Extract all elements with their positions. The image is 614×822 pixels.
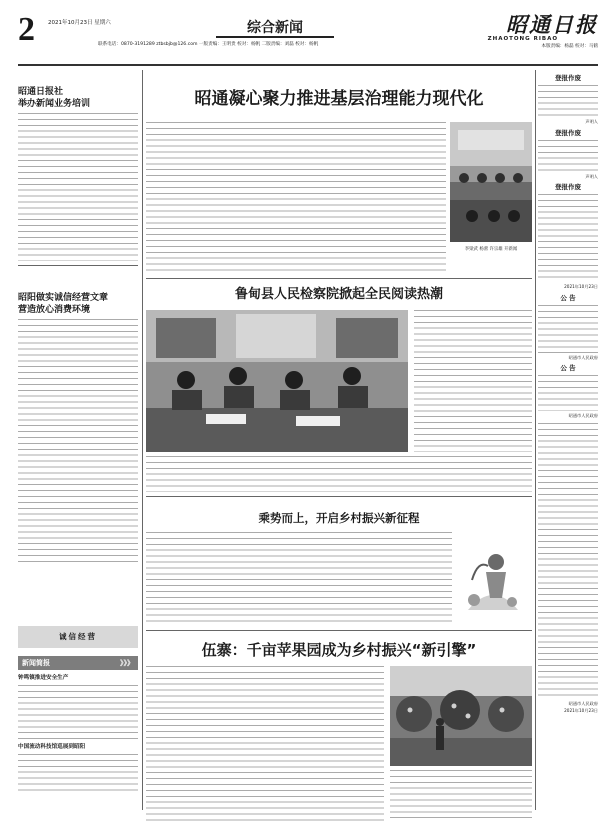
article-2-body [146, 456, 532, 492]
brief-label: 新闻简报 [22, 659, 50, 667]
chevron-right-icon: 》》》 [120, 659, 134, 667]
notice-sign: 声明人 [585, 119, 598, 124]
article-4-body [146, 666, 384, 822]
left-article1-body [18, 113, 138, 261]
article-1-photo [450, 122, 532, 242]
notice-title: 公 告 [560, 293, 576, 302]
column-rule-right [535, 70, 536, 810]
article-3-illustration [458, 540, 528, 622]
left-column [18, 70, 138, 565]
left-article2-head2: 营造放心消费环境 [18, 305, 91, 315]
notice-sign: 昭通市人民政府 [568, 354, 598, 360]
divider [18, 265, 138, 266]
brief-header [18, 656, 138, 670]
divider [146, 278, 532, 279]
notice-sign: 2021年10月23日 [564, 284, 598, 289]
masthead [428, 12, 598, 56]
left-article2-body [18, 319, 138, 565]
article-2-body-right [414, 310, 532, 452]
notice-body [538, 85, 598, 117]
headline-3: 乘势而上，开启乡村振兴新征程 [258, 511, 420, 525]
column-rule-left [142, 70, 143, 810]
notice-title: 登报作废 [555, 183, 581, 191]
notice-sign: 声明人 [585, 173, 598, 179]
brief-item2-title: 中国流动科技馆巡展到昭阳 [18, 744, 86, 750]
apple-orchard-image [390, 666, 532, 766]
footer-date: 2021年10月23日 [564, 708, 598, 714]
notice-list [538, 423, 598, 699]
article-1-body [146, 122, 446, 272]
masthead-title: 昭通日报 [506, 12, 598, 37]
farmer-illustration-icon [458, 540, 528, 622]
article-4-photo [390, 666, 532, 766]
news-brief [18, 656, 138, 794]
notice-title: 登报作废 [555, 74, 581, 82]
notice-body [538, 194, 598, 282]
divider [146, 630, 532, 631]
left-article1-head1: 昭通日报社 [18, 87, 64, 97]
article-4-body-right [390, 770, 532, 822]
photo-credit-1: 李梁武 杨蕾 许宗雄 开新闻 [464, 247, 518, 252]
edition-title: 综合新闻 [216, 18, 334, 38]
header-rule [18, 64, 598, 66]
page-number: 2 [18, 11, 35, 48]
masthead-english: ZHAOTONG RIBAO [487, 36, 558, 42]
page-header [18, 10, 598, 56]
masthead-editors: 本版责编：杨磊 校对：马鹤 [541, 44, 598, 49]
notice-title: 公 告 [560, 364, 576, 372]
notice-title: 登报作废 [555, 128, 581, 137]
notice-body [538, 305, 598, 353]
notice-body [538, 375, 598, 411]
article-3-body [146, 532, 452, 624]
brief-item1-title: 钟鸣镇推进安全生产 [18, 675, 69, 681]
issue-date: 2021年10月23日 星期六 [48, 20, 111, 26]
headline-1: 昭通凝心聚力推进基层治理能力现代化 [194, 89, 484, 109]
meeting-photo-image [450, 122, 532, 242]
left-article2-head1: 昭阳做实诚信经营文章 [18, 293, 109, 303]
article-2-photo [146, 310, 408, 452]
notice-body [538, 140, 598, 172]
ad-banner: 诚信经营 [18, 626, 138, 648]
headline-2: 鲁甸县人民检察院掀起全民阅读热潮 [234, 287, 443, 302]
brief-item2-body [18, 754, 138, 794]
notice-sign: 昭通市人民政府 [568, 413, 598, 418]
headline-4: 伍寨：千亩苹果园成为乡村振兴“新引擎” [201, 641, 477, 659]
divider [146, 496, 532, 497]
brief-item1-body [18, 685, 138, 739]
reading-room-image [146, 310, 408, 452]
footer-org: 昭通市人民政府 [568, 700, 598, 706]
contact-line: 联系电话：0870-3191289 ztbsbjb@126.com 一版责编：王明贵 校对：杨帆 二版责编：刘磊 校对：杨帆 [98, 42, 319, 47]
left-article1-head2: 举办新闻业务培训 [18, 99, 91, 109]
right-column [538, 70, 598, 714]
